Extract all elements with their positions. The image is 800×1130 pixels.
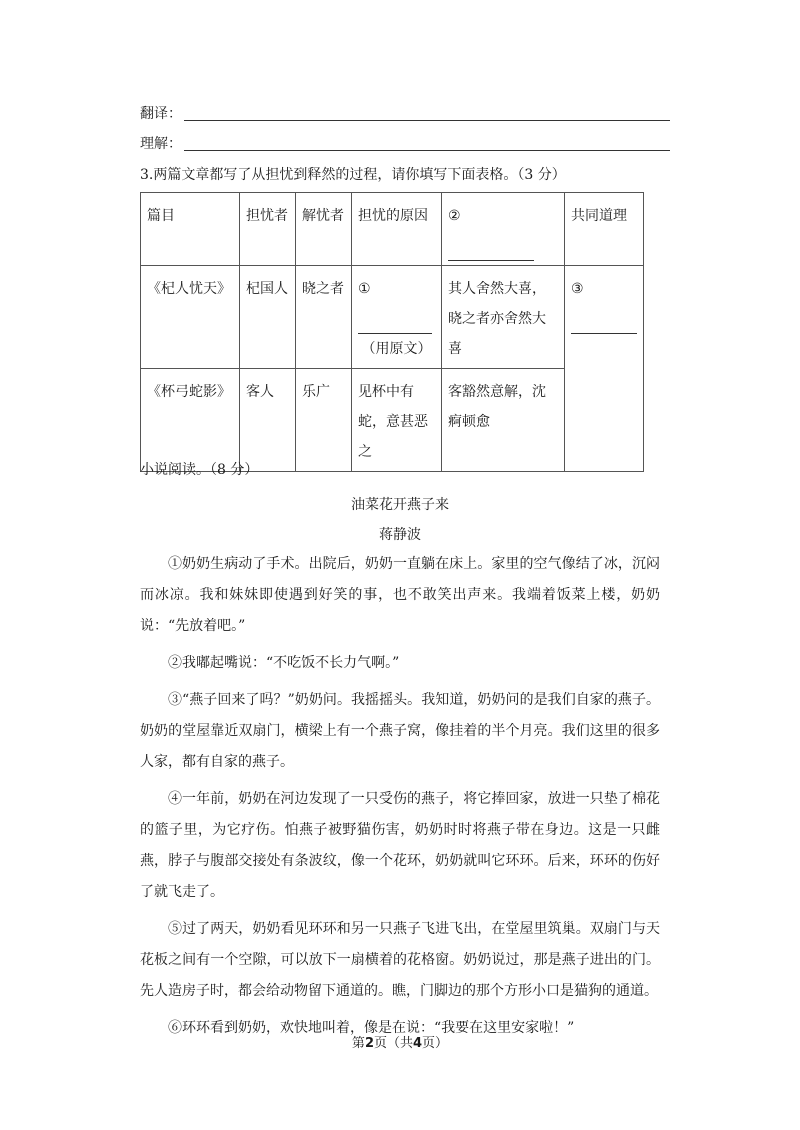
row1-reliever: 晓之者 bbox=[296, 266, 352, 369]
story-paragraph: ④一年前，奶奶在河边发现了一只受伤的燕子，将它捧回家，放进一只垫了棉花的篮子里，为它疗伤。怕燕子被野猫伤害，奶奶时时将燕子带在身边。这是一只雌燕，脖子与腹部交接处有条波纹，像一个花环，奶奶就叫它环环。后来，环环的伤好了就飞走了。 bbox=[140, 791, 660, 900]
row2-result: 客豁然意解，沈痾顿愈 bbox=[442, 369, 565, 472]
story-title: 油菜花开燕子来 bbox=[351, 497, 449, 513]
footer-suffix: 页） bbox=[422, 1036, 449, 1051]
story-paragraph: ②我嘟起嘴说：“不吃饭不长力气啊。” bbox=[168, 655, 400, 671]
row1-title: 《杞人忧天》 bbox=[141, 266, 240, 369]
footer-prefix: 第 bbox=[351, 1036, 365, 1051]
translate-blank[interactable] bbox=[184, 120, 670, 121]
common-principle-blank[interactable] bbox=[571, 311, 637, 334]
understand-fill-line bbox=[140, 134, 670, 154]
table-row bbox=[141, 266, 644, 369]
reading-heading: 小说阅读。（8 分） bbox=[140, 462, 259, 478]
header-result-marker: ② bbox=[448, 208, 461, 224]
header-result-cell bbox=[442, 193, 565, 266]
footer-middle: 页（共 bbox=[373, 1036, 413, 1051]
header-reason: 担忧的原因 bbox=[352, 193, 442, 266]
result-header-blank[interactable] bbox=[448, 238, 534, 261]
header-title: 篇目 bbox=[141, 193, 240, 266]
translate-fill-line bbox=[140, 104, 670, 124]
story-paragraph: ⑤过了两天，奶奶看见环环和另一只燕子飞进飞出，在堂屋里筑巢。双扇门与天花板之间有一个空隙，可以放下一扇横着的花格窗。奶奶说过，那是燕子进出的门。先人造房子时，都会给动物留下通道的。瞧，门脚边的那个方形小口是猫狗的通道。 bbox=[140, 921, 660, 999]
row1-reason-cell bbox=[352, 266, 442, 369]
story-paragraph: ③“燕子回来了吗？”奶奶问。我摇摇头。我知道，奶奶问的是我们自家的燕子。奶奶的堂屋靠近双扇门，横梁上有一个燕子窝，像挂着的半个月亮。我们这里的很多人家，都有自家的燕子。 bbox=[140, 692, 660, 770]
row2-reliever: 乐广 bbox=[296, 369, 352, 472]
understand-label: 理解： bbox=[140, 136, 182, 152]
question-3: 3.两篇文章都写了从担忧到释然的过程，请你填写下面表格。（3 分） bbox=[140, 167, 566, 183]
header-reliever: 解忧者 bbox=[296, 193, 352, 266]
row2-reason: 见杯中有蛇，意甚恶之 bbox=[352, 369, 442, 472]
footer-total-pages: 4 bbox=[413, 1036, 423, 1051]
common-marker: ③ bbox=[571, 281, 584, 297]
footer-page-number: 2 bbox=[364, 1036, 374, 1051]
row2-title: 《杯弓蛇影》 bbox=[141, 369, 240, 472]
story-body bbox=[140, 549, 660, 1050]
header-worrier: 担忧者 bbox=[240, 193, 296, 266]
header-common: 共同道理 bbox=[565, 193, 644, 266]
row1-reason-marker: ① bbox=[358, 281, 371, 297]
page-footer bbox=[0, 1032, 800, 1051]
row1-reason-blank[interactable] bbox=[358, 311, 432, 334]
row2-worrier: 客人 bbox=[240, 369, 296, 472]
story-paragraph: ⑥环环看到奶奶，欢快地叫着，像是在说：“我要在这里安家啦！” bbox=[168, 1020, 575, 1036]
common-principle-cell bbox=[565, 266, 644, 472]
story-paragraph: ①奶奶生病动了手术。出院后，奶奶一直躺在床上。家里的空气像结了冰，沉闷而冰凉。我和妹妹即使遇到好笑的事，也不敢笑出声来。我端着饭菜上楼，奶奶说：“先放着吧。” bbox=[140, 556, 660, 634]
row1-worrier: 杞国人 bbox=[240, 266, 296, 369]
story-author: 蒋静波 bbox=[379, 527, 421, 543]
understand-blank[interactable] bbox=[184, 150, 670, 151]
comparison-table bbox=[140, 192, 644, 472]
table-header-row bbox=[141, 193, 644, 266]
translate-label: 翻译： bbox=[140, 106, 182, 122]
row1-reason-note: （用原文） bbox=[361, 341, 432, 357]
row1-result: 其人舍然大喜，晓之者亦舍然大喜 bbox=[442, 266, 565, 369]
